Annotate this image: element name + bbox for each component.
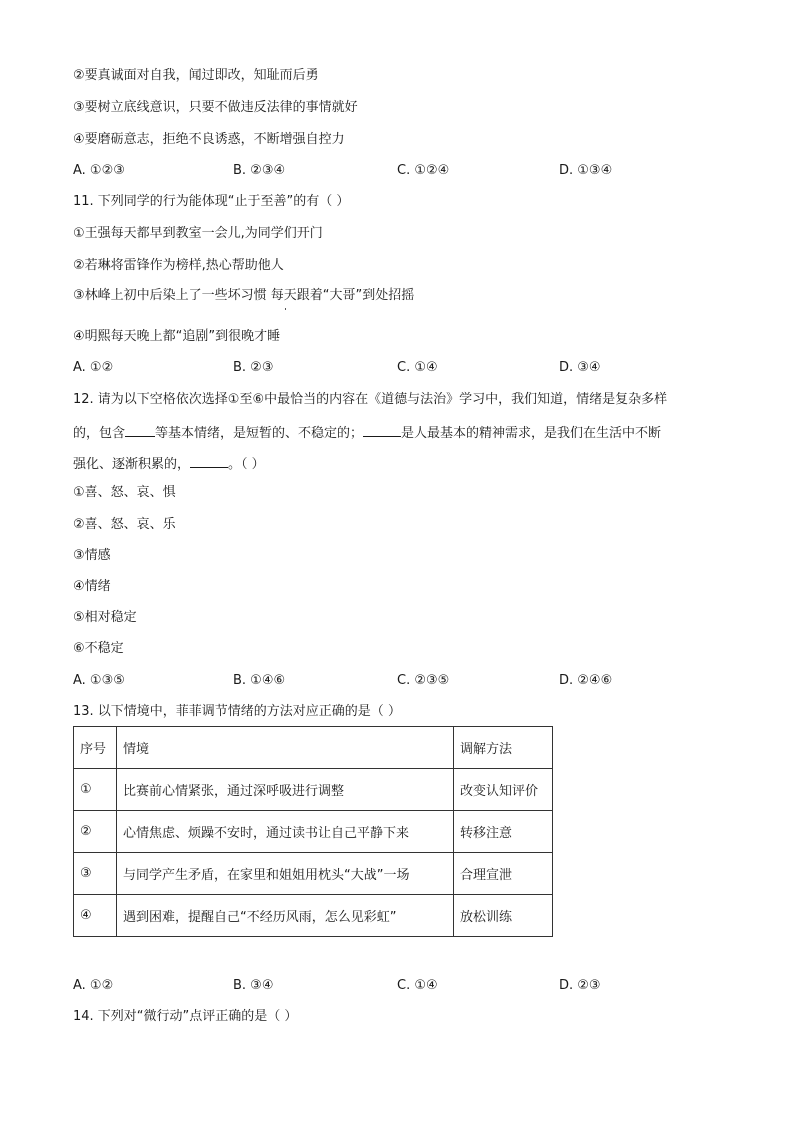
- q11-stem: 11. 下列同学的行为能体现“止于至善”的有（ ）: [73, 194, 350, 209]
- q12-item-4: ④情绪: [73, 579, 111, 594]
- q12-text: 是人最基本的精神需求，是我们在生活中不断: [401, 426, 662, 441]
- option-d: D. ①③④: [559, 163, 613, 178]
- table-cell: 比赛前心情紧张，通过深呼吸进行调整: [117, 769, 454, 811]
- table-cell: 转移注意: [454, 811, 553, 853]
- option-a: A. ①②③: [73, 163, 125, 178]
- table-row: [74, 895, 553, 937]
- table-row: [74, 811, 553, 853]
- table-cell: 心情焦虑、烦躁不安时，通过读书让自己平静下来: [117, 811, 454, 853]
- option-b: B. ②③④: [233, 163, 286, 178]
- emotion-regulation-table: [73, 726, 553, 937]
- table-cell: ②: [74, 811, 117, 853]
- q12-text: 。（ ）: [228, 457, 265, 472]
- option-b: B. ③④: [233, 978, 274, 993]
- table-cell: 改变认知评价: [454, 769, 553, 811]
- q12-options: [73, 672, 713, 690]
- option-d: D. ③④: [559, 360, 601, 375]
- q10-item-4: ④要磨砺意志，拒绝不良诱惑，不断增强自控力: [73, 132, 345, 147]
- table-cell: 合理宣泄: [454, 853, 553, 895]
- table-cell: ③: [74, 853, 117, 895]
- table-header-row: [74, 727, 553, 769]
- option-a: A. ①②: [73, 978, 114, 993]
- option-b: B. ②③: [233, 360, 274, 375]
- table-cell: ④: [74, 895, 117, 937]
- q12-stem-line2: [73, 423, 661, 443]
- table-cell: 遇到困难，提醒自己“不经历风雨，怎么见彩虹”: [117, 895, 454, 937]
- q11-item-3: ③林峰上初中后染上了一些坏习惯 每天跟着“大哥”到处招摇: [73, 288, 415, 303]
- option-d: D. ②④⑥: [559, 673, 613, 688]
- blank-2: [363, 423, 401, 437]
- table-cell: ①: [74, 769, 117, 811]
- q11-item-4: ④明熙每天晚上都“追剧”到很晚才睡: [73, 329, 281, 344]
- q14-stem: 14. 下列对“微行动”点评正确的是（ ）: [73, 1009, 298, 1024]
- option-a: A. ①③⑤: [73, 673, 125, 688]
- header-cell: 调解方法: [454, 727, 553, 769]
- header-cell: 情境: [117, 727, 454, 769]
- q12-item-2: ②喜、怒、哀、乐: [73, 517, 176, 532]
- q10-options: [73, 162, 713, 180]
- q12-item-1: ①喜、怒、哀、惧: [73, 485, 176, 500]
- q11-options: [73, 359, 713, 377]
- table-cell: 与同学产生矛盾，在家里和姐姐用枕头“大战”一场: [117, 853, 454, 895]
- table-cell: 放松训练: [454, 895, 553, 937]
- q12-stem-line1: 12. 请为以下空格依次选择①至⑥中最恰当的内容在《道德与法治》学习中，我们知道，情绪是复杂多样: [73, 392, 668, 407]
- q12-item-5: ⑤相对稳定: [73, 610, 137, 625]
- option-c: C. ②③⑤: [397, 673, 450, 688]
- q13-options: [73, 977, 713, 995]
- q12-item-6: ⑥不稳定: [73, 641, 124, 656]
- q10-item-2: ②要真诚面对自我，闻过即改，知耻而后勇: [73, 68, 319, 83]
- option-c: C. ①②④: [397, 163, 450, 178]
- option-a: A. ①②: [73, 360, 114, 375]
- option-c: C. ①④: [397, 978, 438, 993]
- table-row: [74, 769, 553, 811]
- q12-item-3: ③情感: [73, 548, 111, 563]
- q12-text: 的，包含: [73, 426, 126, 441]
- header-cell: 序号: [74, 727, 117, 769]
- option-d: D. ②③: [559, 978, 601, 993]
- q11-item-2: ②若琳将雷锋作为榜样,热心帮助他人: [73, 258, 284, 273]
- q12-text: 强化、逐渐积累的，: [73, 457, 191, 472]
- option-c: C. ①④: [397, 360, 438, 375]
- option-b: B. ①④⑥: [233, 673, 286, 688]
- q13-stem: 13. 以下情境中，菲菲调节情绪的方法对应正确的是（ ）: [73, 704, 401, 719]
- q10-item-3: ③要树立底线意识，只要不做违反法律的事情就好: [73, 100, 358, 115]
- table-row: [74, 853, 553, 895]
- q12-stem-line3: [73, 454, 265, 474]
- q12-text: 等基本情绪，是短暂的、不稳定的；: [155, 426, 364, 441]
- blank-3: [190, 454, 228, 468]
- scan-speck: [285, 308, 286, 310]
- blank-1: [125, 423, 155, 437]
- q11-item-1: ①王强每天都早到教室一会儿,为同学们开门: [73, 226, 323, 241]
